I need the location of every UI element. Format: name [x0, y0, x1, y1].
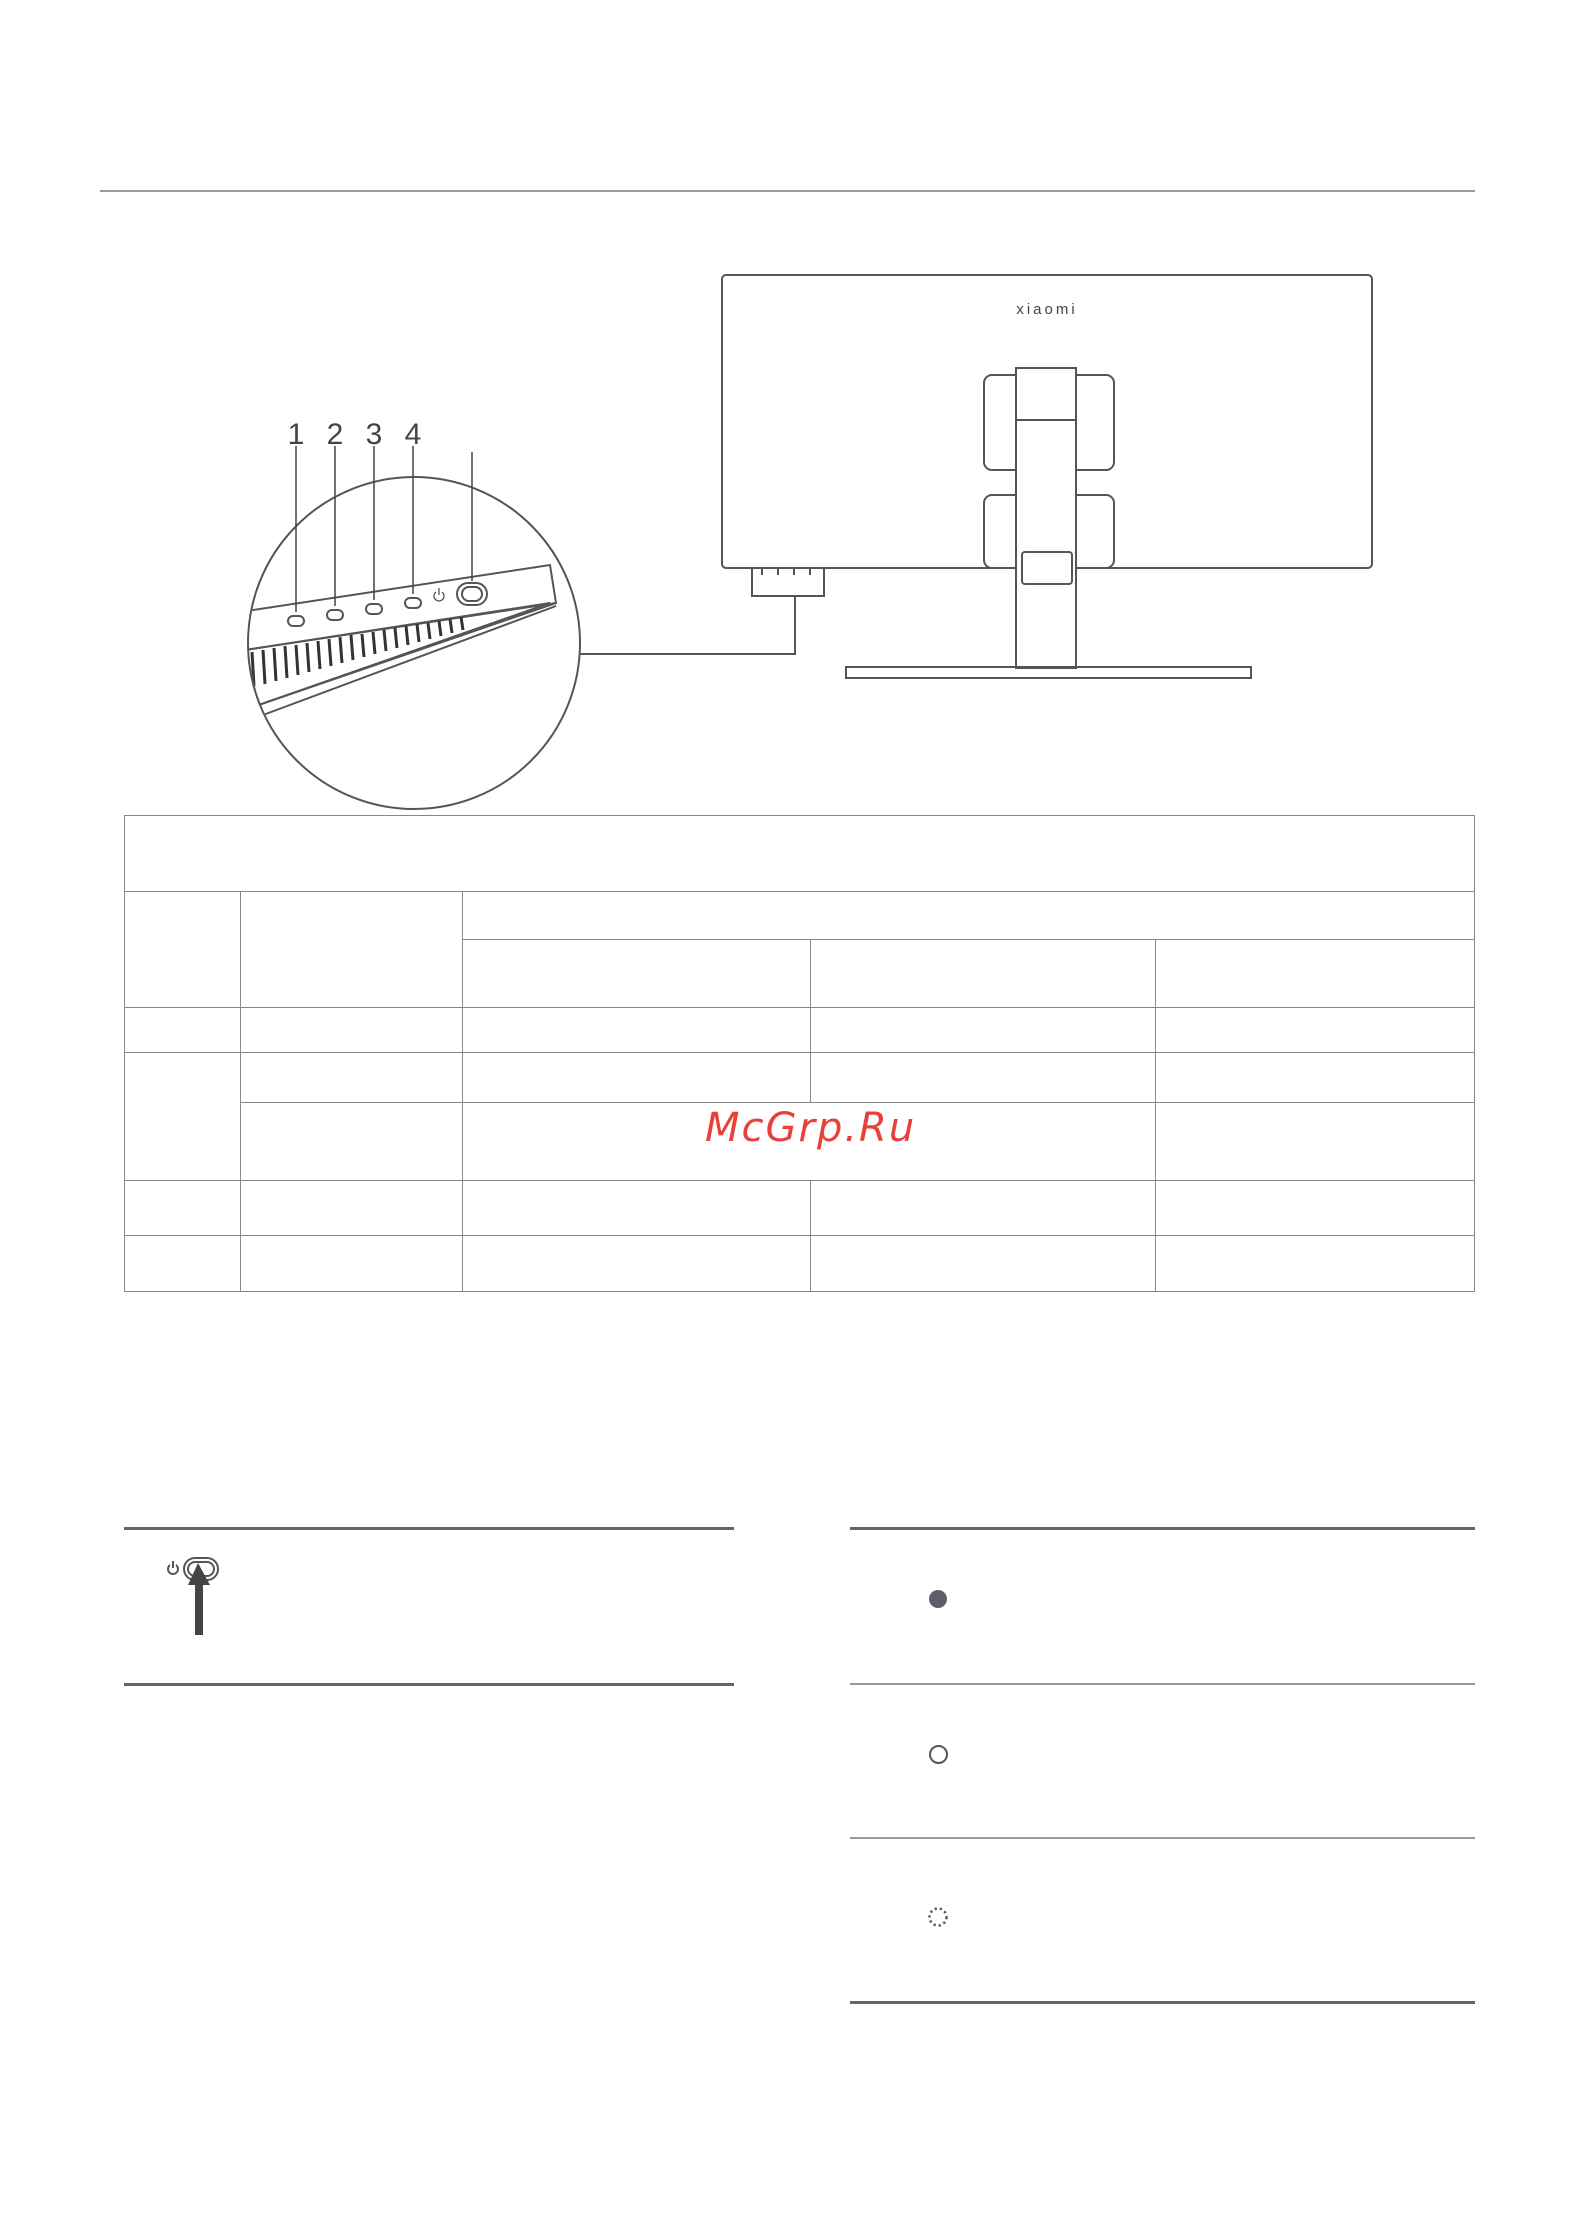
callout-2: 2 — [326, 418, 344, 451]
table-header-cell — [125, 892, 241, 1008]
table-row — [125, 1008, 1475, 1053]
led-off-icon — [929, 1745, 948, 1764]
press-power-illustration — [160, 1555, 230, 1640]
controls-table — [124, 815, 1475, 1292]
watermark: McGrp.Ru — [705, 1105, 917, 1151]
button-1 — [288, 616, 304, 626]
callout-4: 4 — [404, 418, 422, 451]
button-4 — [405, 598, 421, 608]
power-icon — [434, 588, 444, 601]
led-blinking-icon — [927, 1906, 949, 1928]
button-3 — [366, 604, 382, 614]
table-row — [125, 1236, 1475, 1292]
section-rule — [850, 1527, 1475, 1530]
table-header-cell — [1156, 940, 1475, 1008]
section-rule — [850, 2001, 1475, 2004]
table-row — [125, 1181, 1475, 1236]
table-header-cell — [463, 940, 811, 1008]
section-rule — [850, 1837, 1475, 1839]
button-2 — [327, 610, 343, 620]
section-rule — [124, 1527, 734, 1530]
led-solid-icon — [929, 1590, 947, 1608]
brand-logo: xiaomi — [1016, 301, 1078, 318]
monitor-diagram — [0, 0, 1588, 810]
table-header-cell — [463, 892, 1475, 940]
table-title-cell — [125, 816, 1475, 892]
table-header-cell — [241, 892, 463, 1008]
power-button — [457, 583, 487, 605]
zoom-leader-line — [580, 596, 795, 654]
table-header-cell — [811, 940, 1156, 1008]
callout-1: 1 — [287, 418, 305, 451]
callout-3: 3 — [365, 418, 383, 451]
section-rule — [850, 1683, 1475, 1685]
table-row — [125, 1053, 1475, 1103]
section-rule — [124, 1683, 734, 1686]
